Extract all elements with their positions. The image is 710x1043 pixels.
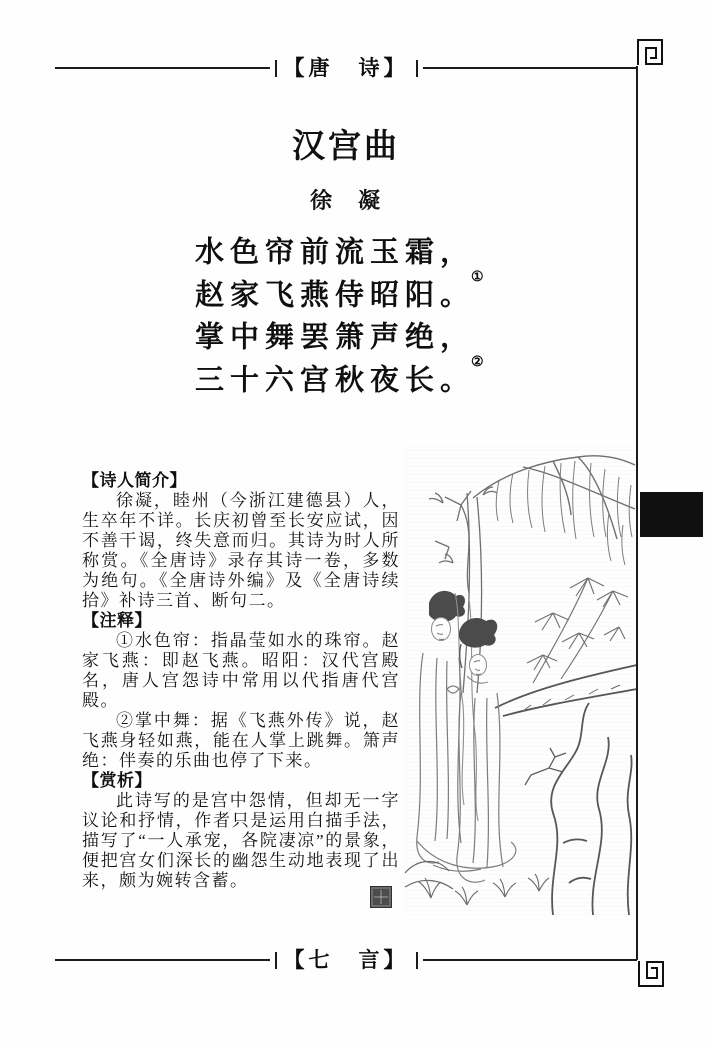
poem-title: 汉宫曲 [292, 127, 400, 164]
line-drawing-illustration [403, 443, 637, 915]
poet-intro-paragraph: 徐凝，睦州（今浙江建德县）人，生卒年不详。长庆初曾至长安应试，因不善干谒，终失意而归。其诗为时人所称赏。《全唐诗》录存其诗一卷，多数为绝句。《全唐诗外编》及《全唐诗续拾》补诗三首、断句二。 [82, 491, 400, 610]
footer-rule-left [55, 959, 270, 961]
footer-rule-right [423, 959, 638, 961]
seal-pattern [374, 890, 388, 904]
palace-ladies-sketch [403, 443, 637, 915]
poem-line [195, 314, 484, 357]
poem-line-text: 水色帘前流玉霜， [195, 236, 476, 269]
note-paragraph-1: ①水色帘：指晶莹如水的珠帘。赵家飞燕：即赵飞燕。昭阳：汉代宫殿名，唐人宫怨诗中常用以代指唐代宫殿。 [82, 631, 400, 710]
footer-tick-left [275, 952, 277, 969]
artist-seal [370, 886, 392, 908]
poem-author: 徐 凝 [309, 188, 382, 213]
header-tick-left [275, 60, 277, 77]
poem-line-text: 掌中舞罢箫声绝， [195, 321, 476, 354]
poem-line [195, 229, 484, 272]
footer-tick-right [416, 952, 418, 969]
page-header [55, 54, 637, 82]
poem-line-text: 三十六宫秋夜长。 [195, 364, 476, 397]
poem-line [195, 269, 484, 315]
poem-line [195, 354, 484, 400]
poem-body [195, 229, 484, 400]
header-tick-right [416, 60, 418, 77]
right-margin-rule [636, 66, 638, 960]
header-rule-left [55, 67, 270, 69]
note-ref: ① [471, 269, 484, 285]
corner-spiral-bottom-icon [637, 960, 665, 988]
appreciation-paragraph: 此诗写的是宫中怨情，但却无一字议论和抒情，作者只是运用白描手法，描写了“一人承宠，各院凄凉”的景象，便把宫女们深长的幽怨生动地表现了出来，颇为婉转含蓄。 [82, 791, 400, 890]
corner-spiral-top-icon [636, 38, 664, 66]
note-paragraph-2: ②掌中舞：据《飞燕外传》说，赵飞燕身轻如燕，能在人掌上跳舞。箫声绝：伴奏的乐曲也停了下来。 [82, 711, 400, 770]
annotation-column [82, 471, 400, 891]
page-edge-tab [640, 492, 703, 537]
section-heading-notes: 【注释】 [82, 611, 152, 630]
header-rule-right [423, 67, 638, 69]
page-footer [55, 946, 637, 974]
footer-label: 【七 言】 [283, 948, 409, 972]
poem-line-text: 赵家飞燕侍昭阳。 [195, 279, 476, 312]
section-heading-appreciation: 【赏析】 [82, 771, 152, 790]
header-label: 【唐 诗】 [283, 56, 409, 80]
section-heading-poet-intro: 【诗人简介】 [82, 471, 187, 490]
note-ref: ② [471, 354, 484, 370]
